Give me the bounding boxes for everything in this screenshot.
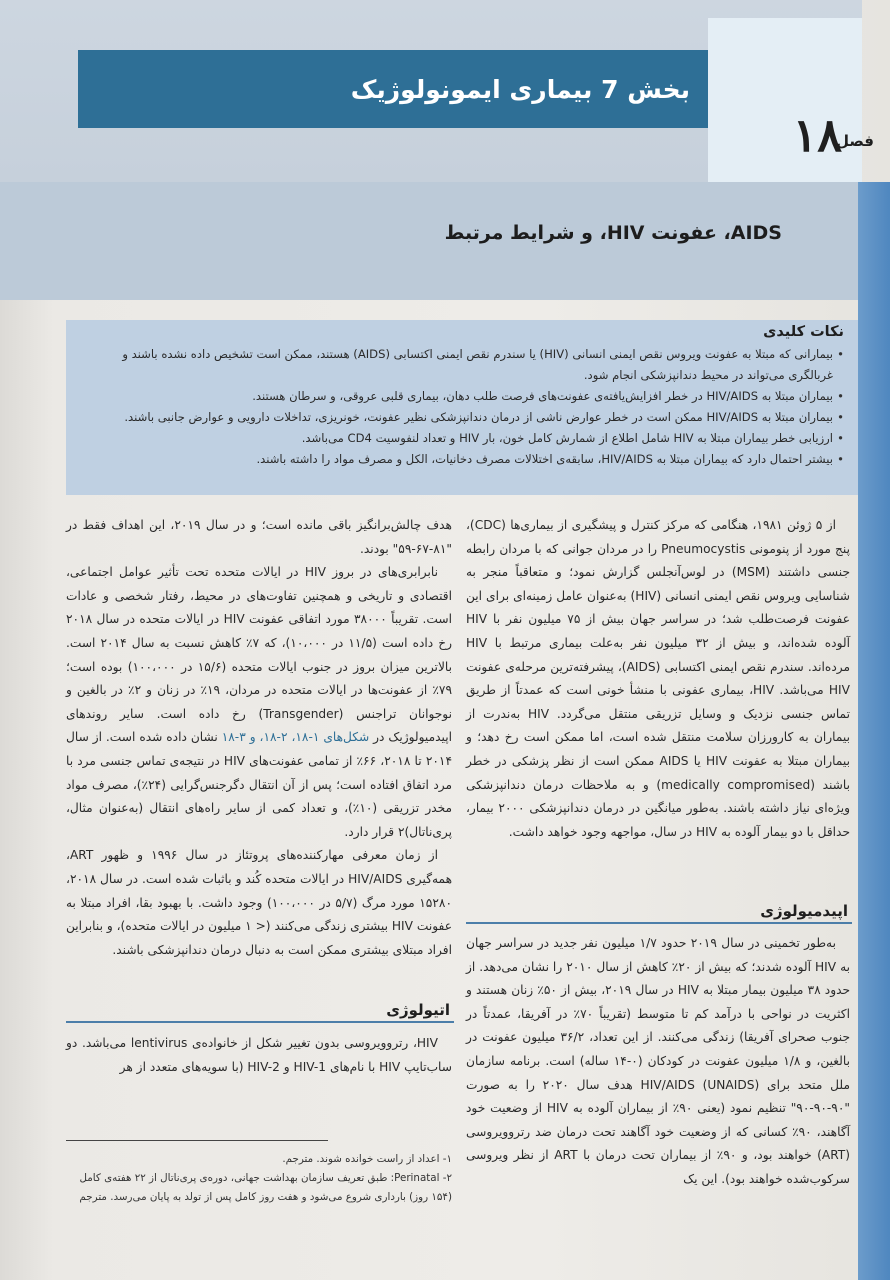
key-points-list bbox=[76, 344, 844, 470]
chapter-title: AIDS، عفونت HIV، و شرایط مرتبط bbox=[444, 222, 782, 244]
figure-reference-link[interactable]: شکل‌های ۱-۱۸، ۲-۱۸، و ۳-۱۸ bbox=[221, 730, 370, 745]
footnote-divider bbox=[66, 1140, 328, 1141]
key-points-title: نکات کلیدی bbox=[763, 324, 844, 340]
epidemiology-heading: اپیدمیولوژی bbox=[466, 902, 852, 924]
key-point-item: • بیماران مبتلا به HIV/AIDS در خطر افزایش‌یافته‌ی عفونت‌های فرصت طلب دهان، بیماری قلبی عروقی، و سرطان هستند. bbox=[76, 386, 844, 407]
section-title: بخش 7 بیماری ایمونولوژیک bbox=[350, 74, 690, 104]
epidemiology-paragraph: به‌طور تخمینی در سال ۲۰۱۹ حدود ۱/۷ میلیون نفر جدید در سراسر جهان به HIV آلوده شدند؛ که بیش از ۲۰٪ کاهش از سال ۲۰۱۰ را نشان می‌دهد. از حدود ۳۸ میلیون بیمار مبتلا به HIV در سال ۲۰۱۹، بیش از ۵۰٪ زنان هستند و اکثریت در نواحی با درآمد کم تا متوسط (تقریباً ۷۰٪ در آفریقا، عمدتاً در جنوب صحرای آفریقا) زندگی می‌کنند. از این تعداد، ۳۶/۲ میلیون عفونت در بالغین، و ۱/۸ میلیون عفونت در کودکان (۰-۱۴ ساله) است. برنامه سازمان ملل متحد برای HIV/AIDS (UNAIDS) هدف سال ۲۰۲۰ را به صورت "۹۰-۹۰-۹۰" تنظیم نمود (یعنی ۹۰٪ از بیماران آلوده به HIV از وضعیت خود آگاهند، ۹۰٪ کسانی که از وضعیت خود آگاهند تحت درمان ضد رتروویروسی (ART) خواهند بود، و ۹۰٪ از بیماران تحت درمان با ART از نظر ویروسی سرکوب‌شده خواهند بود). این یک bbox=[466, 936, 851, 1186]
etiology-paragraph: HIV، رتروویروسی بدون تغییر شکل از خانواده‌ی lentivirus می‌باشد. دو ساب‌تایپ HIV با نام‌های HIV-1 و HIV-2 (با سویه‌های متعدد از هر bbox=[66, 1036, 452, 1074]
chapter-label: فصل bbox=[836, 132, 874, 150]
continued-paragraph: هدف چالش‌برانگیز باقی مانده است؛ و در سال ۲۰۱۹، این اهداف فقط در "۸۱-۶۷-۵۹" بودند. bbox=[66, 518, 452, 556]
page-edge-strip bbox=[858, 182, 890, 1280]
incidence-paragraph bbox=[66, 561, 452, 844]
right-column bbox=[466, 514, 850, 844]
chapter-number: ۱۸ bbox=[792, 108, 842, 162]
intro-paragraph: از ۵ ژوئن ۱۹۸۱، هنگامی که مرکز کنترل و پیشگیری از بیماری‌ها (CDC)، پنج مورد از پنومونی Pneumocystis را در مردان جوانی که با مردان رابطه جنسی داشتند (MSM) در لوس‌آنجلس گزارش نمود؛ و متعاقباً منجر به شناسایی ویروس نقص ایمنی انسانی (HIV) به‌عنوان عامل زمینه‌ای برای این عفونت فرصت‌طلب شد؛ در سراسر جهان بیش از ۷۵ میلیون نفر با HIV آلوده شده‌اند، و بیش از ۳۲ میلیون نفر به‌علت بیماری مرتبط با HIV مرده‌اند. سندرم نقص ایمنی اکتسابی (AIDS)، پیشرفته‌ترین مرحله‌ی عفونت HIV می‌باشد. HIV، بیماری عفونی با منشأ خونی است که عمدتاً از طریق تماس جنسی نزدیک و وسایل تزریقی منتقل می‌گردد. HIV به‌ندرت از بیماران به کارورزان سلامت منتقل شده است، اما ممکن است رخ دهد؛ و بیماران مبتلا به عفونت HIV یا AIDS ممکن است از نظر پزشکی در خطر باشند (medically compromised) و به ملاحظات درمان دندانپزشکی ویژه‌ای نیاز داشته باشند. به‌طور میانگین در درمان دندانپزشکی ۲۰۰۰ بیمار، حداقل با دو بیمار آلوده به HIV در سال، مواجهه وجود خواهد داشت. bbox=[466, 518, 851, 839]
section-bar bbox=[78, 50, 708, 128]
key-points-box bbox=[66, 320, 858, 495]
epidemiology-section bbox=[466, 932, 850, 1192]
mortality-paragraph: از زمان معرفی مهارکننده‌های پروتئاز در سال ۱۹۹۶ و ظهور ART، همه‌گیری HIV/AIDS در ایالات متحده کُند و باثبات شده است. در سال ۲۰۱۸، ۱۵۲۸۰ مورد مرگ (۵/۷ در ۱۰۰،۰۰۰) وجود داشت. با بهبود بقا، افراد مبتلا به عفونت HIV بیشتری زندگی می‌کنند (< ۱ میلیون در ایالات متحده)، و بنابراین افراد مبتلای بیشتری ممکن است به دنبال درمان دندانپزشکی باشند. bbox=[66, 848, 453, 957]
incidence-text-end: نشان داده شده است. از سال ۲۰۱۴ تا ۲۰۱۸، ۶۶٪ از تمامی عفونت‌های HIV در نتیجه‌ی تماس جنسی مرد با مرد اتفاق افتاده است؛ پس از آن انتقال دگرجنس‌گرایی (۲۴٪)، مصرف مواد مخدر تزریقی (۱۰٪)، و تعداد کمی از سایر راه‌های انتقال (به‌عنوان مثال، پری‌ناتال)۲ قرار دارد. bbox=[66, 730, 452, 839]
key-point-item: • بیماران مبتلا به HIV/AIDS ممکن است در خطر عوارض ناشی از درمان دندانپزشکی نظیر عفونت، خونریزی، تداخلات دارویی و عوارض جانبی باشند. bbox=[76, 407, 844, 428]
key-point-item: • بیشتر احتمال دارد که بیماران مبتلا به HIV/AIDS، سابقه‌ی اختلالات مصرف دخانیات، الکل و مصرف مواد را داشته باشند. bbox=[76, 449, 844, 470]
footnote-item: ۲- Perinatal: طبق تعریف سازمان بهداشت جهانی، دوره‌ی پری‌ناتال از ۲۲ هفته‌ی کامل (۱۵۴ روز) بارداری شروع می‌شود و هفت روز کامل پس از تولد به پایان می‌رسد. مترجم bbox=[79, 1172, 452, 1203]
key-point-item: • ارزیابی خطر بیماران مبتلا به HIV شامل اطلاع از شمارش کامل خون، بار HIV و تعداد لنفوسیت CD4 می‌باشد. bbox=[76, 428, 844, 449]
incidence-text-start: نابرابری‌های در بروز HIV در ایالات متحده تحت تأثیر عوامل اجتماعی، اقتصادی و تاریخی و همچنین تفاوت‌های در محیط، رفتار شخصی و عادات است. تقریباً ۳۸۰۰۰ مورد اتفاقی عفونت HIV در ایالات متحده در سال ۲۰۱۸ رخ داده است (۱۱/۵ در ۱۰،۰۰۰)، که ۷٪ کاهش نسبت به سال ۲۰۱۴ است. بالاترین میزان بروز در جنوب ایالات متحده (۱۵/۶ در ۱۰۰،۰۰۰) بوده است؛ ۷۹٪ از عفونت‌ها در ایالات متحده در مردان، ۱۹٪ در زنان و ۲٪ در بالغین و نوجوانان تراجنس (Transgender) رخ داده است. سایر روندهای اپیدمیولوژیک در bbox=[66, 565, 452, 745]
footnote-item: ۱- اعداد از راست خوانده شوند. مترجم. bbox=[282, 1153, 452, 1165]
etiology-heading: اتیولوژی bbox=[66, 1001, 454, 1023]
key-point-item: • بیمارانی که مبتلا به عفونت ویروس نقص ایمنی انسانی (HIV) یا سندرم نقص ایمنی اکتسابی (AIDS) هستند، ممکن است تشخیص داده نشده باشند و غربالگری می‌تواند در محیط دندانپزشکی انجام شود. bbox=[76, 344, 844, 386]
etiology-section bbox=[66, 1032, 452, 1079]
left-column bbox=[66, 514, 452, 962]
footnotes bbox=[66, 1150, 452, 1207]
